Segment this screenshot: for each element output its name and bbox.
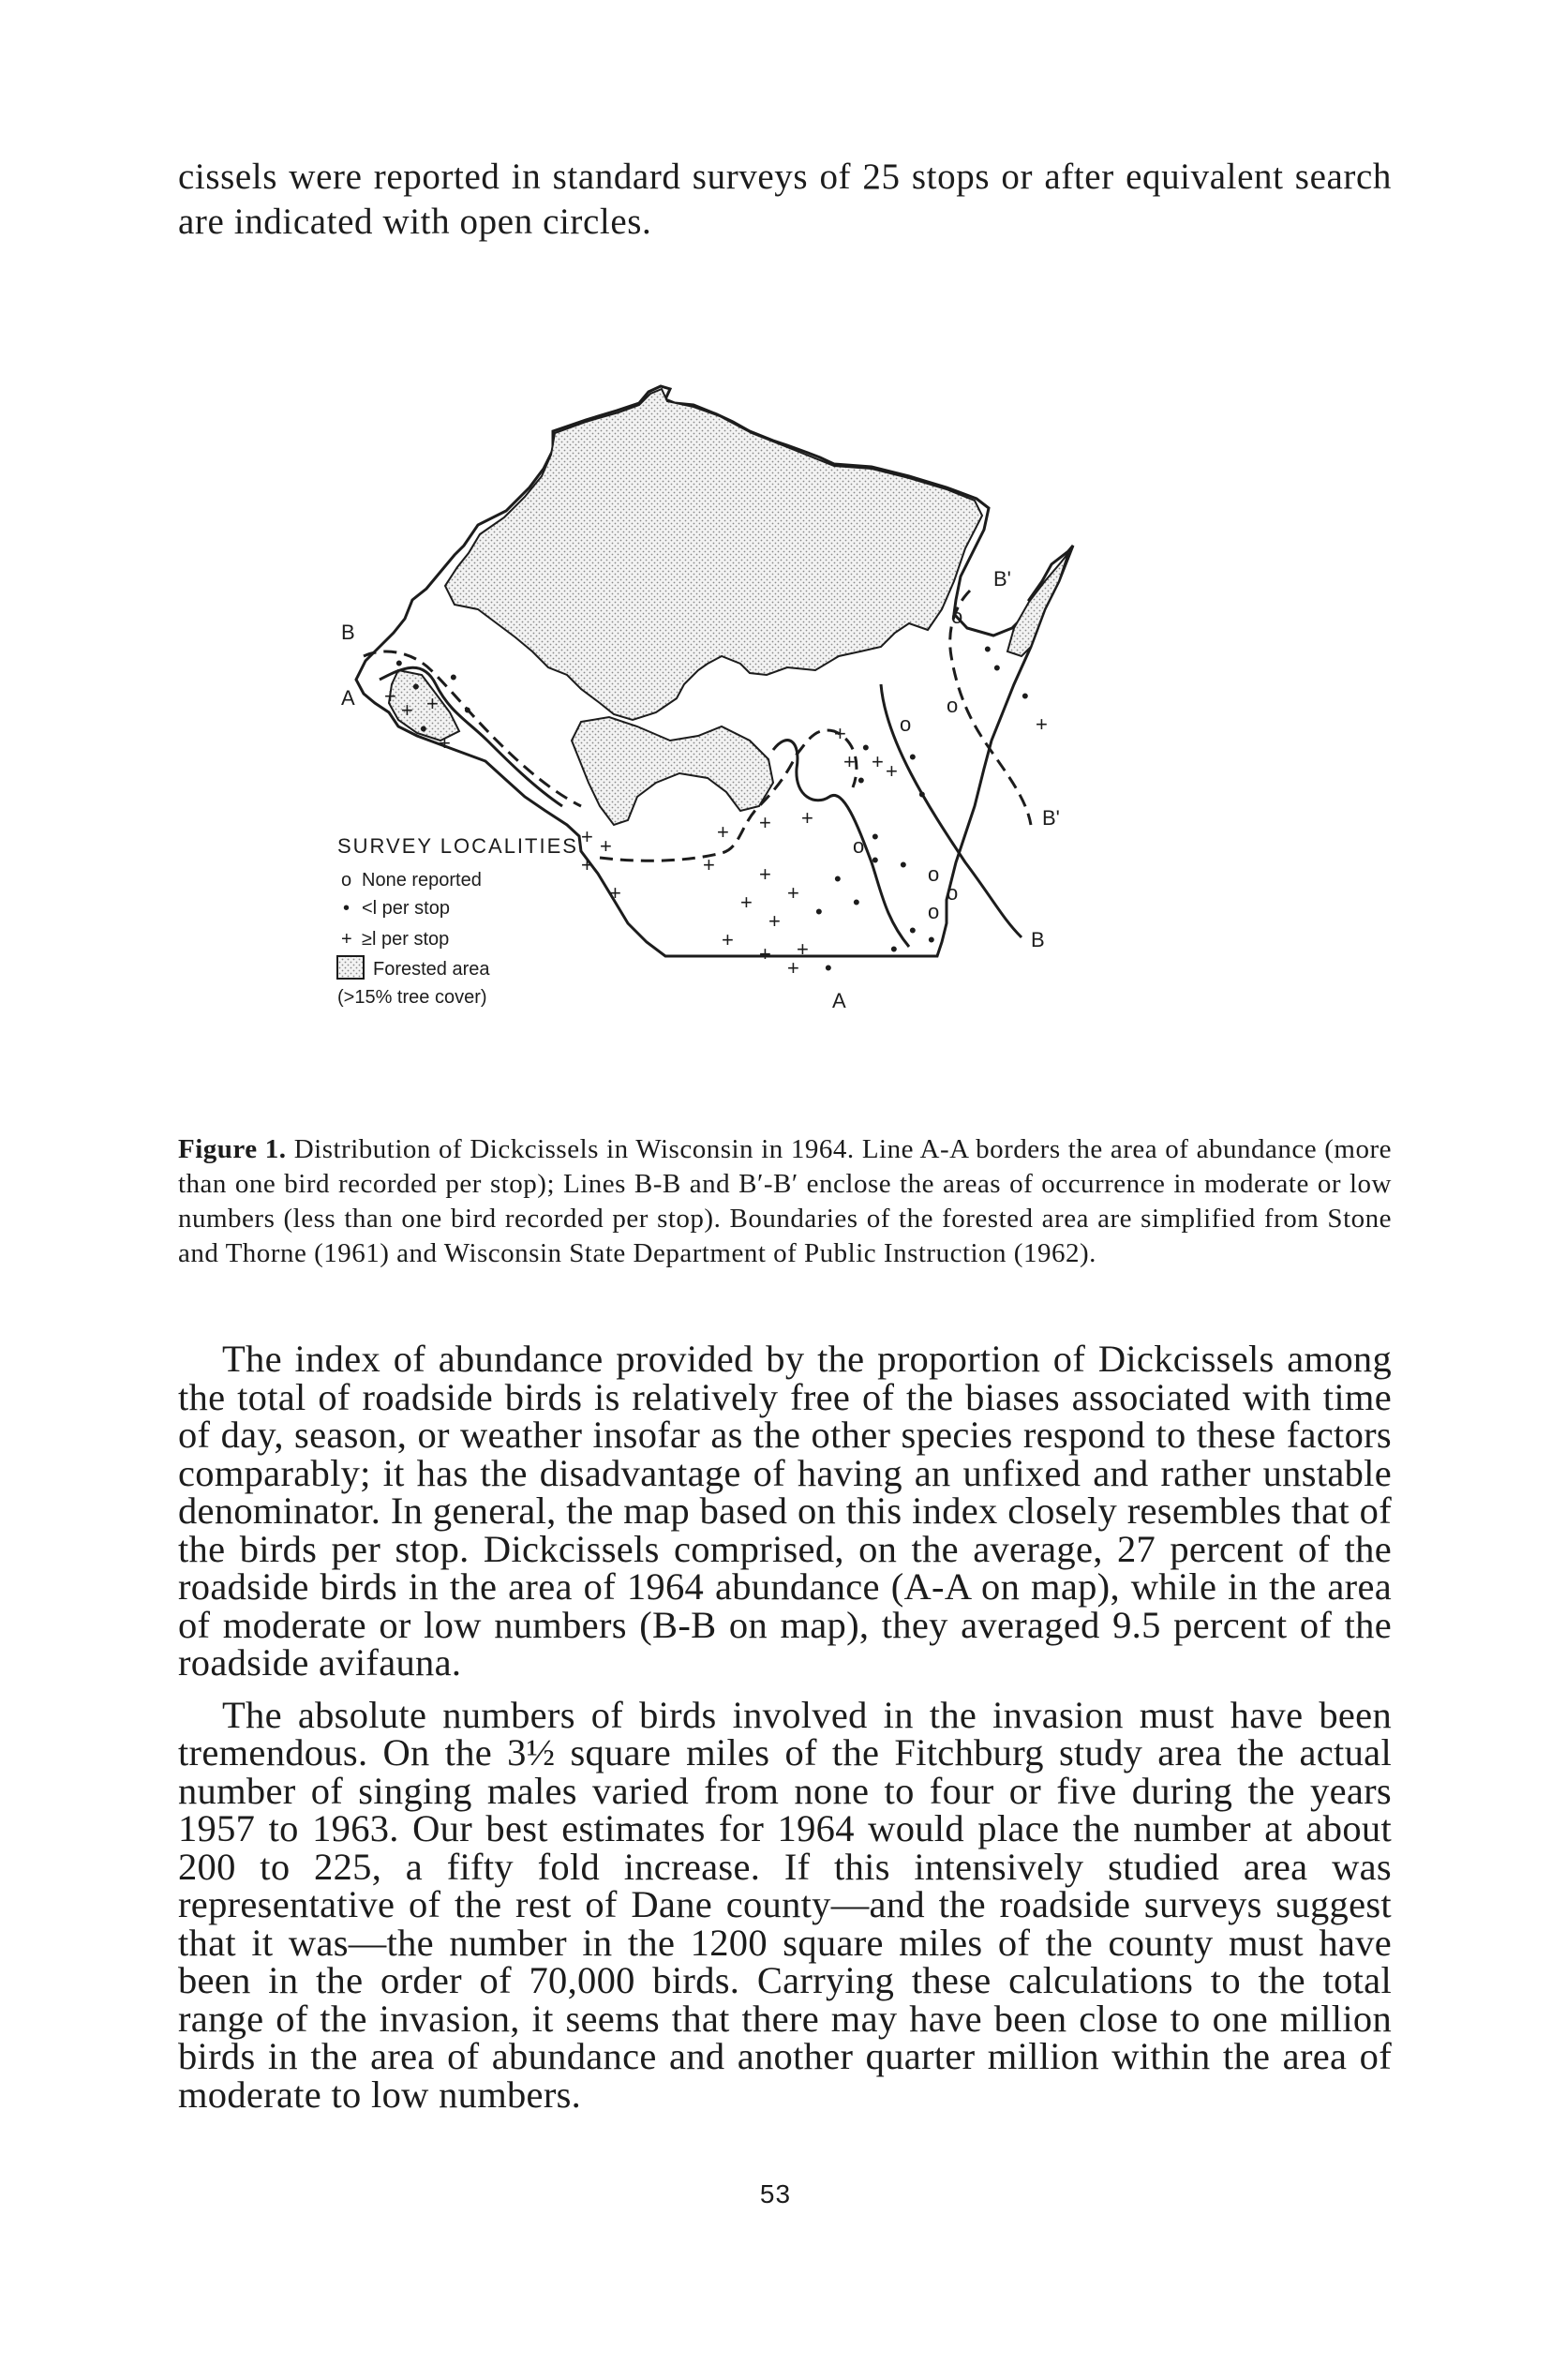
svg-text:•: • [815,900,823,923]
svg-text:•: • [450,666,457,689]
svg-text:•: • [1022,684,1029,708]
body-paragraph-1: The index of abundance provided by the proportion of Dickcissels among the total of roadside birds is relatively free of the biases associated with time of day, season, or weather insofar as the other species respond to these factors comparably; it has the disadvantage of having an unfixed and rather unstable denominator. In general, the map based on this index closely resembles that of the birds per stop. Dickcissels comprised, on the average, 27 percent of the roadside birds in the area of 1964 abundance (A-A on map), while in the area of moderate or low numbers (B-B on map), they averaged 9.5 percent of the roadside avifauna. [178,1338,1392,1684]
svg-text:+: + [759,942,771,965]
legend-symbol-1: • [343,898,350,919]
caption-label: Figure 1. [178,1134,287,1164]
legend-title: SURVEY LOCALITIES [337,834,578,858]
svg-text:+: + [600,834,612,858]
legend-forest-line1: Forested area [373,959,490,980]
map-legend [337,834,578,1008]
legend-label-0: None reported [362,870,482,891]
body-paragraph-2: The absolute numbers of birds involved in the invasion must have been tremendous. On the 3½ square miles of the Fitchburg study area the actual number of singing males varied from none to four or five during the years 1957 to 1963. Our best estimates for 1964 would place the number at about 200 to 225, a fifty fold increase. If this intensively studied area was representative of the rest of Dane county—and the roadside surveys suggest that it was—the number in the 1200 square miles of the county must have been in the order of 70,000 birds. Carrying these calculations to the total range of the invasion, it seems that there may have been close to one million birds in the area of abundance and another quarter million within the area of moderate to low numbers. [178,1693,1392,2116]
svg-text:+: + [1036,712,1048,736]
svg-text:+: + [759,862,771,886]
label-a-west: A [341,686,355,710]
svg-text:+: + [426,692,439,715]
svg-text:•: • [890,937,898,961]
svg-text:o: o [947,694,959,717]
svg-text:•: • [918,783,926,806]
svg-text:+: + [581,853,593,876]
label-b-south: B [1031,928,1045,951]
svg-text:+: + [384,684,396,708]
svg-text:•: • [993,656,1001,680]
body-text [178,1340,1392,2128]
svg-text:+: + [797,937,809,961]
svg-text:o: o [928,900,940,923]
svg-text:+: + [759,811,771,834]
svg-text:+: + [703,853,715,876]
svg-text:+: + [401,698,413,722]
svg-text:o: o [853,834,865,858]
svg-text:•: • [900,853,907,876]
svg-text:+: + [768,909,781,933]
svg-text:•: • [395,651,403,675]
page-number: 53 [759,2179,792,2208]
svg-text:+: + [886,759,898,783]
intro-text: cissels were reported in standard surveys of 25 stops or after equivalent search are indicated with open circles. [178,157,1392,242]
svg-text:+: + [787,881,799,905]
figure-caption [178,1132,1392,1271]
svg-text:o: o [900,712,912,736]
svg-text:+: + [581,825,593,848]
caption-text: Distribution of Dickcissels in Wisconsin in 1964. Line A-A borders the area of abundance (more than one bird recorded per stop); Lines B-B and B′-B′ enclose the areas of occurrence in moderate or low numbers (less than one bird recorded per stop). Boundaries of the forested area are simplified from Stone and Thorne (1961) and Wisconsin State Department of Public Instruction (1962). [178,1134,1392,1268]
door-peninsula [1007,553,1068,656]
legend-forest-line2: (>15% tree cover) [337,987,487,1008]
legend-label-1: <l per stop [362,898,450,919]
legend-label-2: ≥l per stop [362,929,450,950]
label-b-prime-top: B' [993,567,1011,591]
wisconsin-distribution-map [337,300,1190,1106]
svg-text:+: + [872,750,884,773]
legend-symbol-0: o [341,870,352,891]
svg-text:+: + [439,731,451,755]
svg-text:•: • [420,717,427,741]
intro-paragraph [178,155,1392,245]
svg-text:o: o [928,862,940,886]
svg-text:•: • [858,769,865,792]
svg-text:+: + [717,820,729,844]
label-b-prime-right: B' [1042,806,1060,830]
figure-1 [337,300,1190,1106]
svg-text:•: • [872,825,879,848]
svg-text:+: + [609,881,621,905]
svg-text:•: • [834,867,842,891]
svg-text:•: • [464,698,471,722]
legend-forest-swatch [337,956,364,979]
svg-text:•: • [825,956,832,980]
svg-text:•: • [928,928,935,951]
svg-text:•: • [853,891,860,914]
svg-text:+: + [740,891,753,914]
svg-text:•: • [984,637,992,661]
svg-text:o: o [951,605,963,628]
svg-text:+: + [843,750,856,773]
svg-text:•: • [862,736,870,759]
svg-text:•: • [909,745,917,769]
svg-text:•: • [909,919,917,942]
svg-text:+: + [787,956,799,980]
svg-text:•: • [872,848,879,872]
svg-text:•: • [412,675,420,698]
svg-text:+: + [722,928,734,951]
label-a-south: A [832,989,846,1012]
legend-symbol-2: + [341,929,352,950]
label-b-west: B [341,621,355,644]
svg-text:+: + [801,806,813,830]
svg-text:o: o [947,881,959,905]
svg-text:+: + [834,722,846,745]
